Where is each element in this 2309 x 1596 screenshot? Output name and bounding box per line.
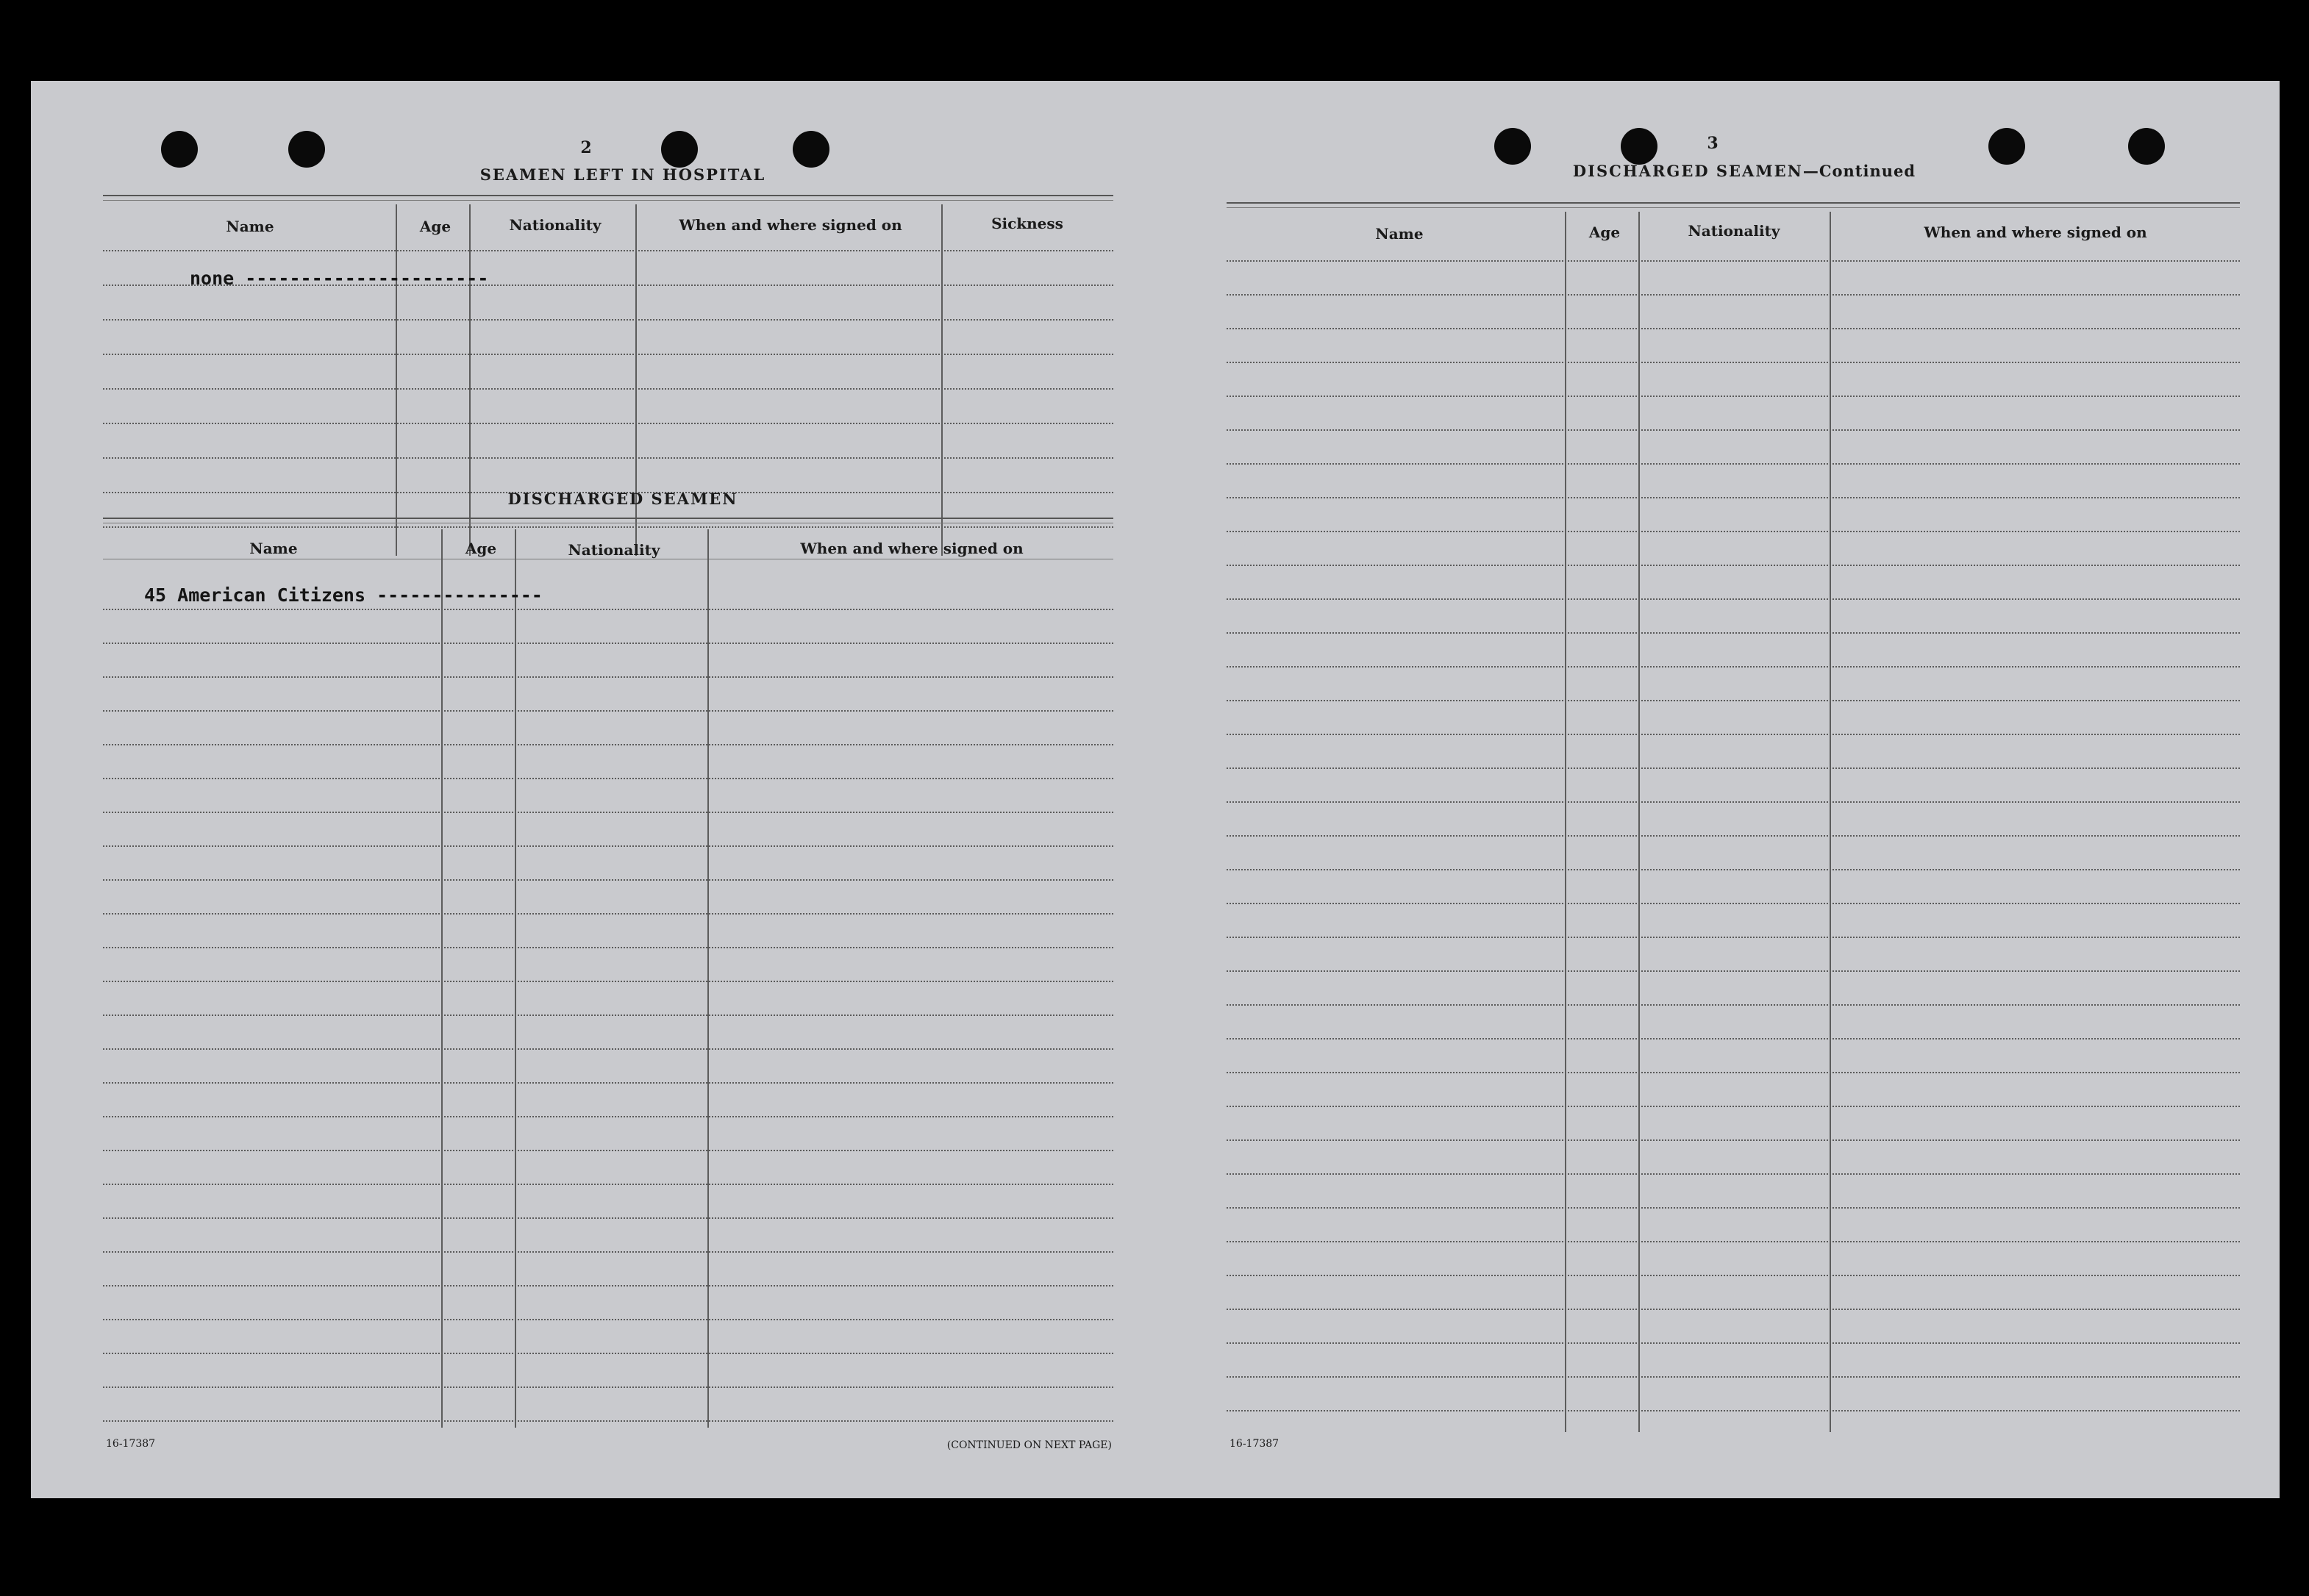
page-number: 3 bbox=[1707, 134, 1719, 153]
form-number: 16-17387 bbox=[106, 1438, 156, 1450]
row-rule bbox=[103, 354, 1113, 355]
column-header-signed-on: When and where signed on bbox=[1924, 223, 2147, 241]
row-rule bbox=[1227, 1342, 2240, 1344]
row-rule bbox=[103, 250, 1113, 251]
row-rule bbox=[103, 1251, 1113, 1253]
row-rule bbox=[103, 319, 1113, 321]
column-header-name: Name bbox=[226, 218, 274, 235]
punch-hole bbox=[1621, 128, 1657, 165]
row-rule bbox=[103, 913, 1113, 915]
row-rule bbox=[1227, 767, 2240, 769]
discharged-continued-title bbox=[1472, 162, 2016, 180]
row-rule bbox=[103, 778, 1113, 779]
row-rule bbox=[1227, 1376, 2240, 1378]
row-rule bbox=[103, 1184, 1113, 1185]
form-sheet bbox=[31, 81, 2280, 1498]
row-rule bbox=[1227, 1004, 2240, 1006]
column-header-age: Age bbox=[419, 218, 452, 235]
punch-hole bbox=[1494, 128, 1531, 165]
row-rule bbox=[1227, 260, 2240, 262]
column-divider bbox=[1565, 212, 1566, 1432]
row-rule bbox=[1227, 970, 2240, 972]
row-rule bbox=[1227, 1207, 2240, 1209]
row-rule bbox=[1227, 1173, 2240, 1175]
column-divider bbox=[707, 529, 709, 1428]
column-header-nationality: Nationality bbox=[1688, 222, 1780, 240]
punch-hole bbox=[661, 131, 698, 168]
row-rule bbox=[103, 609, 1113, 610]
row-rule bbox=[1227, 497, 2240, 498]
row-rule bbox=[103, 1015, 1113, 1016]
row-rule bbox=[103, 1386, 1113, 1388]
column-header-signed-on: When and where signed on bbox=[800, 540, 1024, 557]
row-rule bbox=[1227, 598, 2240, 600]
row-rule bbox=[1227, 1309, 2240, 1310]
row-rule bbox=[1227, 835, 2240, 837]
row-rule bbox=[1227, 362, 2240, 363]
row-rule bbox=[103, 845, 1113, 847]
row-rule bbox=[103, 981, 1113, 982]
row-rule bbox=[103, 1116, 1113, 1117]
column-divider bbox=[1638, 212, 1640, 1432]
row-rule bbox=[103, 879, 1113, 881]
row-rule bbox=[103, 1082, 1113, 1084]
row-rule bbox=[1227, 801, 2240, 803]
column-header-nationality: Nationality bbox=[509, 216, 602, 234]
page-number: 2 bbox=[580, 138, 592, 157]
row-rule bbox=[1227, 1410, 2240, 1411]
row-rule bbox=[1227, 429, 2240, 431]
row-rule bbox=[1227, 1072, 2240, 1073]
section-rule bbox=[1227, 207, 2240, 208]
row-rule bbox=[1227, 1139, 2240, 1141]
row-rule bbox=[103, 1353, 1113, 1354]
row-rule bbox=[103, 1285, 1113, 1287]
row-rule bbox=[103, 457, 1113, 459]
row-rule bbox=[103, 643, 1113, 644]
column-header-signed-on: When and where signed on bbox=[679, 216, 902, 234]
row-rule bbox=[1227, 869, 2240, 870]
column-header-sickness: Sickness bbox=[991, 215, 1063, 232]
row-rule bbox=[103, 1420, 1113, 1422]
form-number: 16-17387 bbox=[1230, 1438, 1280, 1450]
row-rule bbox=[103, 423, 1113, 424]
punch-hole bbox=[161, 131, 198, 168]
punch-hole bbox=[1988, 128, 2025, 165]
row-rule bbox=[103, 1319, 1113, 1320]
row-rule bbox=[1227, 531, 2240, 532]
row-rule bbox=[1227, 328, 2240, 329]
row-rule bbox=[103, 812, 1113, 813]
row-rule bbox=[1227, 700, 2240, 701]
column-divider bbox=[515, 529, 516, 1428]
hospital-entry: none ---------------------- bbox=[190, 268, 489, 289]
row-rule bbox=[1227, 565, 2240, 566]
row-rule bbox=[1227, 937, 2240, 938]
row-rule bbox=[103, 1048, 1113, 1050]
row-rule bbox=[1227, 632, 2240, 634]
row-rule bbox=[1227, 463, 2240, 465]
row-rule bbox=[1227, 1106, 2240, 1107]
discharged-section-title: DISCHARGED SEAMEN bbox=[507, 490, 738, 508]
row-rule bbox=[1227, 903, 2240, 904]
section-rule bbox=[103, 195, 1113, 196]
row-rule bbox=[103, 526, 1113, 528]
title-suffix: —Continued bbox=[1802, 162, 1916, 180]
column-header-age: Age bbox=[465, 540, 497, 557]
section-rule bbox=[103, 518, 1113, 519]
row-rule bbox=[103, 676, 1113, 678]
row-rule bbox=[1227, 734, 2240, 735]
column-header-age: Age bbox=[1588, 223, 1621, 241]
column-divider bbox=[1830, 212, 1831, 1432]
row-rule bbox=[1227, 1275, 2240, 1276]
row-rule bbox=[103, 388, 1113, 390]
row-rule bbox=[103, 710, 1113, 712]
title-main: DISCHARGED SEAMEN bbox=[1572, 162, 1803, 180]
section-rule bbox=[103, 200, 1113, 201]
row-rule bbox=[1227, 294, 2240, 296]
continued-note: (CONTINUED ON NEXT PAGE) bbox=[946, 1439, 1112, 1451]
punch-hole bbox=[288, 131, 325, 168]
column-header-name: Name bbox=[1375, 225, 1424, 243]
column-divider bbox=[941, 204, 943, 556]
row-rule bbox=[1227, 1241, 2240, 1242]
section-rule bbox=[1227, 202, 2240, 204]
row-rule bbox=[103, 744, 1113, 745]
hospital-section-title: SEAMEN LEFT IN HOSPITAL bbox=[479, 165, 766, 184]
row-rule bbox=[103, 947, 1113, 948]
row-rule bbox=[1227, 666, 2240, 668]
punch-hole bbox=[793, 131, 829, 168]
column-header-nationality: Nationality bbox=[568, 541, 660, 559]
row-rule bbox=[1227, 1038, 2240, 1039]
row-rule bbox=[103, 1217, 1113, 1219]
discharged-entry: 45 American Citizens --------------- bbox=[144, 584, 543, 606]
column-header-name: Name bbox=[249, 540, 298, 557]
row-rule bbox=[1227, 396, 2240, 397]
punch-hole bbox=[2128, 128, 2165, 165]
row-rule bbox=[103, 285, 1113, 286]
column-divider bbox=[441, 529, 443, 1428]
row-rule bbox=[103, 1150, 1113, 1151]
